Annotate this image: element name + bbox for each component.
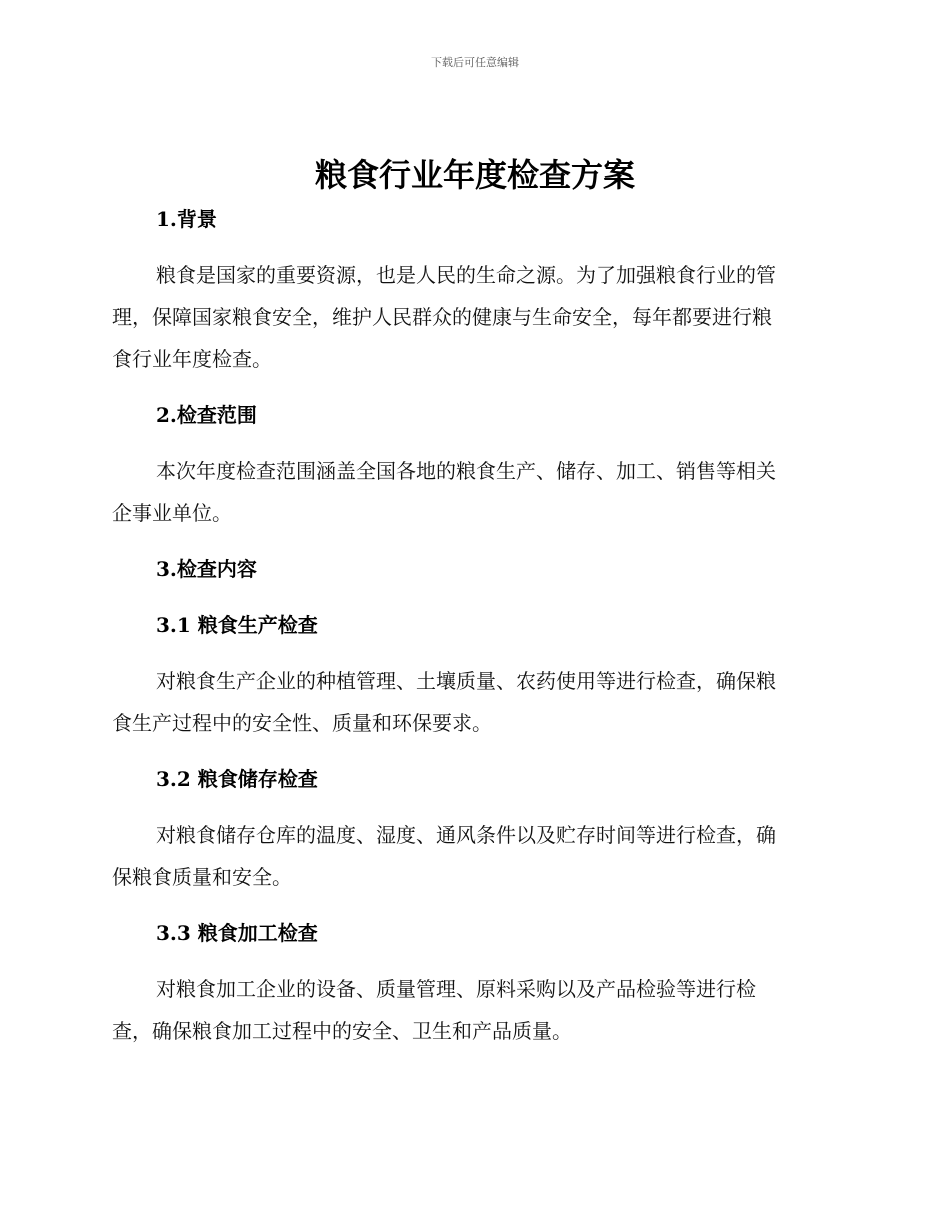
paragraph-line: 食生产过程中的安全性、质量和环保要求。	[112, 711, 492, 735]
paragraph-line: 查，确保粮食加工过程中的安全、卫生和产品质量。	[112, 1019, 572, 1043]
paragraph	[112, 814, 830, 898]
paragraph-line: 企事业单位。	[112, 501, 232, 525]
paragraph-line: 对粮食加工企业的设备、质量管理、原料采购以及产品检验等进行检	[156, 977, 756, 1001]
paragraph-line: 粮食是国家的重要资源，也是人民的生命之源。为了加强粮食行业的管	[156, 263, 776, 287]
paragraph	[112, 254, 830, 380]
paragraph	[112, 968, 830, 1052]
section-heading: 3.检查内容	[156, 557, 257, 581]
subsection-heading: 3.1 粮食生产检查	[156, 613, 318, 637]
document-title: 粮食行业年度检查方案	[314, 156, 635, 194]
subsection-heading: 3.3 粮食加工检查	[156, 921, 318, 945]
paragraph	[112, 660, 830, 744]
document-body	[112, 198, 830, 1052]
paragraph-line: 本次年度检查范围涵盖全国各地的粮食生产、储存、加工、销售等相关	[156, 459, 776, 483]
header-note: 下载后可任意编辑	[431, 56, 519, 69]
paragraph-line: 保粮食质量和安全。	[112, 865, 292, 889]
paragraph	[112, 450, 830, 534]
paragraph-line: 对粮食储存仓库的温度、湿度、通风条件以及贮存时间等进行检查，确	[156, 823, 776, 847]
section-heading: 1.背景	[156, 207, 217, 231]
paragraph-line: 食行业年度检查。	[112, 347, 272, 371]
section-heading: 2.检查范围	[156, 403, 257, 427]
paragraph-line: 对粮食生产企业的种植管理、土壤质量、农药使用等进行检查，确保粮	[156, 669, 776, 693]
paragraph-line: 理，保障国家粮食安全，维护人民群众的健康与生命安全，每年都要进行粮	[112, 305, 772, 329]
subsection-heading: 3.2 粮食储存检查	[156, 767, 318, 791]
